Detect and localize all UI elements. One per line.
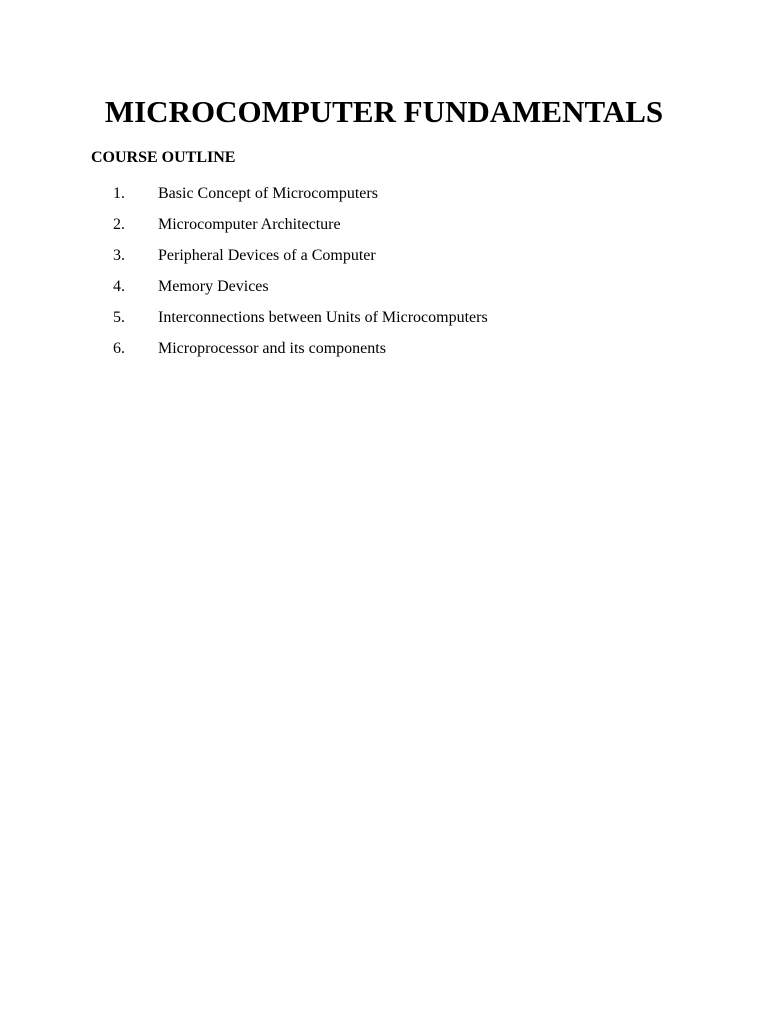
outline-item-text: Microprocessor and its components (158, 340, 386, 357)
outline-item-number: 5. (113, 309, 125, 326)
outline-item-number: 2. (113, 216, 125, 233)
outline-item (0, 307, 768, 338)
outline-item-text: Microcomputer Architecture (158, 216, 341, 233)
outline-item-number: 1. (113, 185, 125, 202)
outline-item-number: 3. (113, 247, 125, 264)
outline-item (0, 245, 768, 276)
outline-item-text: Interconnections between Units of Microcomputers (158, 309, 488, 326)
outline-item-text: Peripheral Devices of a Computer (158, 247, 376, 264)
outline-item-text: Basic Concept of Microcomputers (158, 185, 378, 202)
outline-item-number: 4. (113, 278, 125, 295)
outline-item-text: Memory Devices (158, 278, 269, 295)
outline-item (0, 338, 768, 369)
outline-item (0, 214, 768, 245)
section-heading: COURSE OUTLINE (91, 149, 236, 166)
outline-item (0, 276, 768, 307)
document-title: MICROCOMPUTER FUNDAMENTALS (104, 94, 664, 129)
outline-item-number: 6. (113, 340, 125, 357)
course-outline-list (0, 183, 768, 369)
outline-item (0, 183, 768, 214)
